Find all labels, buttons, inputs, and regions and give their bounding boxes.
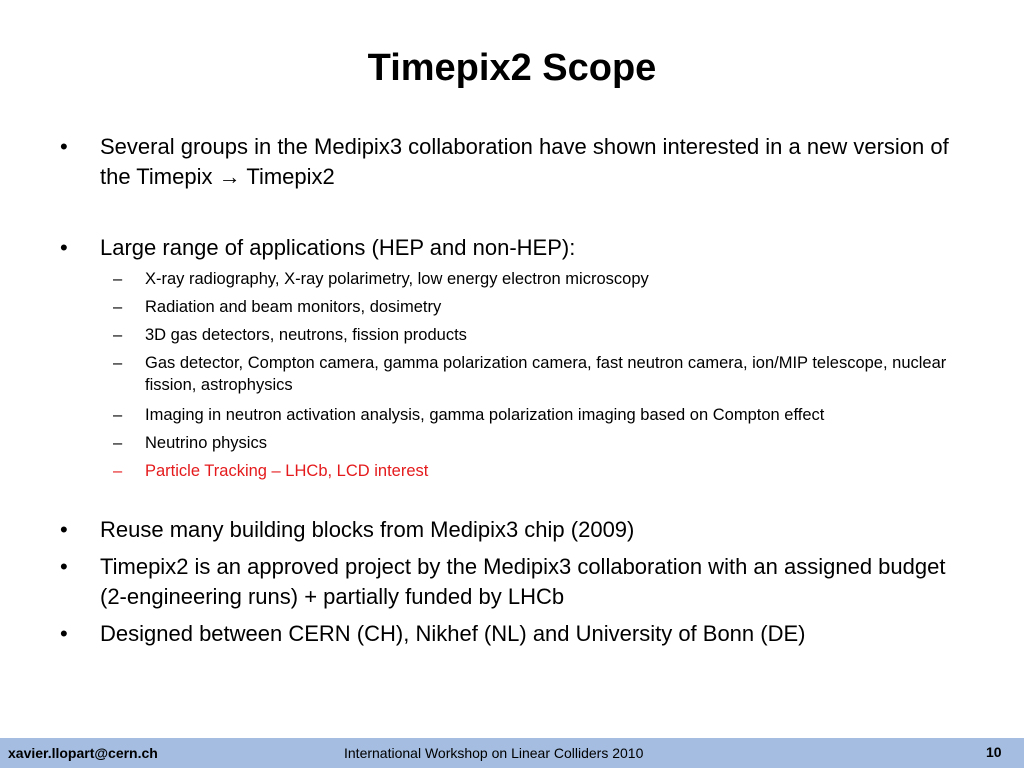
bullet-text: Timepix2 is an approved project by the Medipix3 collaboration with an assigned budget (2-engineering runs) + partially funded by LHCb bbox=[100, 554, 946, 609]
sub-bullet-item-highlighted bbox=[113, 460, 973, 482]
bullet-text: Designed between CERN (CH), Nikhef (NL) and University of Bonn (DE) bbox=[100, 621, 806, 646]
sub-bullet-marker: – bbox=[113, 354, 123, 372]
sub-bullet-text: Neutrino physics bbox=[145, 434, 267, 452]
sub-bullet-text: X-ray radiography, X-ray polarimetry, low energy electron microscopy bbox=[145, 270, 649, 288]
bullet-item bbox=[60, 233, 960, 263]
footer-event-name: International Workshop on Linear Colliders 2010 bbox=[344, 745, 644, 761]
sub-bullet-item bbox=[113, 324, 973, 346]
sub-bullet-item bbox=[113, 268, 973, 290]
bullet-text: Large range of applications (HEP and non-HEP): bbox=[100, 235, 576, 260]
bullet-marker: • bbox=[60, 134, 68, 159]
sub-bullet-text: Particle Tracking – LHCb, LCD interest bbox=[145, 462, 429, 480]
sub-bullet-marker: – bbox=[113, 406, 123, 424]
sub-bullet-marker: – bbox=[113, 298, 123, 316]
sub-bullet-marker: – bbox=[113, 326, 123, 344]
sub-bullet-item bbox=[113, 352, 973, 396]
bullet-marker: • bbox=[60, 621, 68, 646]
sub-bullet-text: Gas detector, Compton camera, gamma polarization camera, fast neutron camera, ion/MIP telescope, nuclear fission, astrophysics bbox=[145, 354, 947, 394]
bullet-marker: • bbox=[60, 554, 68, 579]
bullet-text: Reuse many building blocks from Medipix3 chip (2009) bbox=[100, 517, 635, 542]
slide-page-number: 10 bbox=[986, 744, 1002, 760]
bullet-marker: • bbox=[60, 517, 68, 542]
sub-bullet-marker: – bbox=[113, 270, 123, 288]
bullet-marker: • bbox=[60, 235, 68, 260]
sub-bullet-text: Radiation and beam monitors, dosimetry bbox=[145, 298, 442, 316]
sub-bullet-text: Imaging in neutron activation analysis, gamma polarization imaging based on Compton effect bbox=[145, 406, 825, 424]
sub-bullet-text: 3D gas detectors, neutrons, fission products bbox=[145, 326, 467, 344]
bullet-item bbox=[60, 515, 960, 545]
bullet-text: Several groups in the Medipix3 collaboration have shown interested in a new version of the Timepix → Timepix2 bbox=[100, 134, 949, 189]
sub-bullet-item bbox=[113, 296, 973, 318]
sub-bullet-item bbox=[113, 404, 973, 426]
footer-bar bbox=[0, 738, 1024, 768]
sub-bullet-marker: – bbox=[113, 462, 123, 480]
sub-bullet-item bbox=[113, 432, 973, 454]
footer-author-email: xavier.llopart@cern.ch bbox=[8, 745, 158, 761]
bullet-item bbox=[60, 132, 960, 192]
bullet-item bbox=[60, 552, 960, 612]
sub-bullet-marker: – bbox=[113, 434, 123, 452]
slide-title: Timepix2 Scope bbox=[367, 47, 657, 89]
bullet-item bbox=[60, 619, 960, 649]
